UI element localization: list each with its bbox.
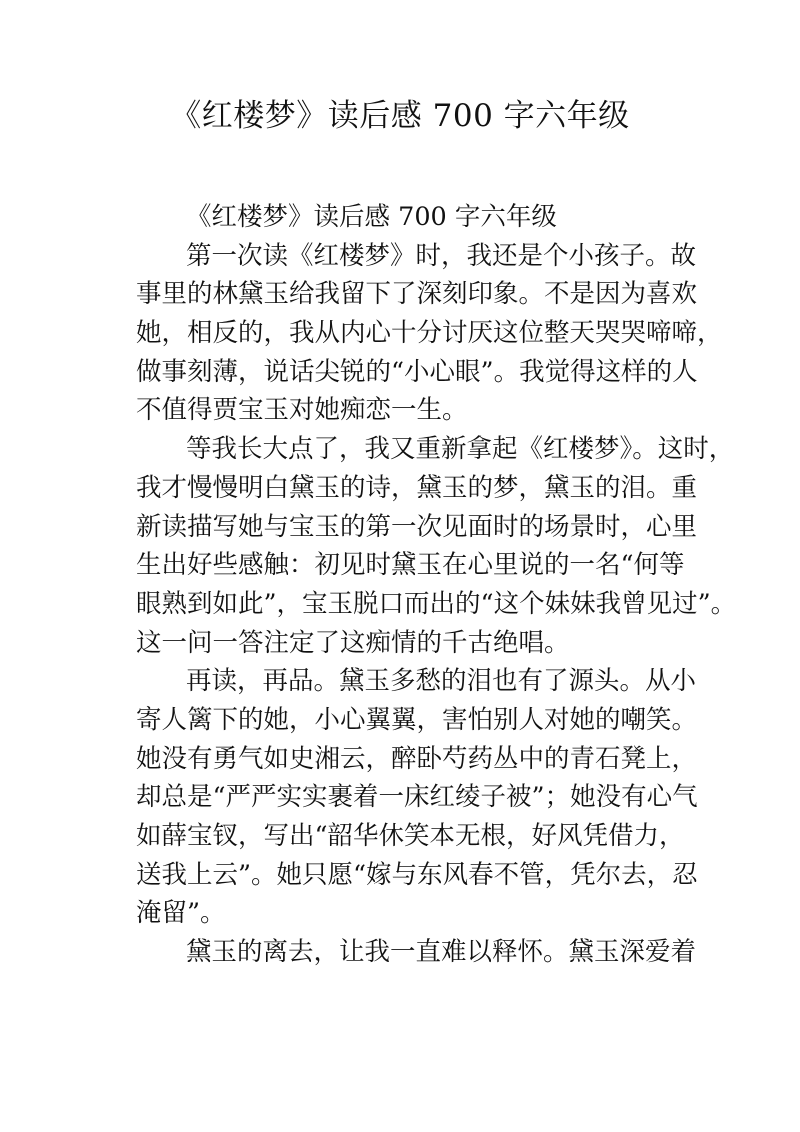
- body-line: 她没有勇气如史湘云，醉卧芍药丛中的青石凳上，: [136, 743, 698, 774]
- document-title: 《红楼梦》读后感 700 字六年级: [170, 98, 630, 134]
- body-line: 我才慢慢明白黛玉的诗，黛玉的梦，黛玉的泪。重: [136, 472, 698, 503]
- body-line: 生出好些感触：初见时黛玉在心里说的一名“何等: [136, 550, 685, 581]
- body-line: 再读，再品。黛玉多愁的泪也有了源头。从小: [186, 666, 697, 697]
- body-line: 这一问一答注定了这痴情的千古绝唱。: [136, 627, 570, 658]
- body-line: 如薛宝钗，写出“韶华休笑本无根，好风凭借力，: [136, 821, 685, 851]
- body-line: 她，相反的，我从内心十分讨厌这位整天哭哭啼啼，: [136, 318, 723, 349]
- body-line: 等我长大点了，我又重新拿起《红楼梦》。这时，: [186, 434, 735, 465]
- body-line: 做事刻薄，说话尖锐的“小心眼”。我觉得这样的人: [136, 356, 698, 387]
- body-line: 新读描写她与宝玉的第一次见面时的场景时，心里: [136, 511, 698, 542]
- body-line: 送我上云”。她只愿“嫁与东风春不管，凭尔去，忍: [136, 859, 698, 890]
- body-line: 第一次读《红楼梦》时，我还是个小孩子。故: [186, 240, 697, 271]
- body-line: 眼熟到如此”，宝玉脱口而出的“这个妹妹我曾见过”。: [136, 588, 737, 619]
- document-body: [136, 198, 737, 972]
- body-line: 却总是“严严实实裹着一床红绫子被”；她没有心气: [136, 782, 698, 813]
- body-line: 不值得贾宝玉对她痴恋一生。: [136, 395, 468, 426]
- body-line: 寄人篱下的她，小心翼翼，害怕别人对她的嘲笑。: [136, 704, 698, 735]
- body-line: 事里的林黛玉给我留下了深刻印象。不是因为喜欢: [136, 279, 698, 310]
- body-line: 淹留”。: [136, 898, 226, 929]
- body-line: 《红楼梦》读后感 700 字六年级: [186, 202, 557, 232]
- body-line: 黛玉的离去，让我一直难以释怀。黛玉深爱着: [186, 937, 697, 968]
